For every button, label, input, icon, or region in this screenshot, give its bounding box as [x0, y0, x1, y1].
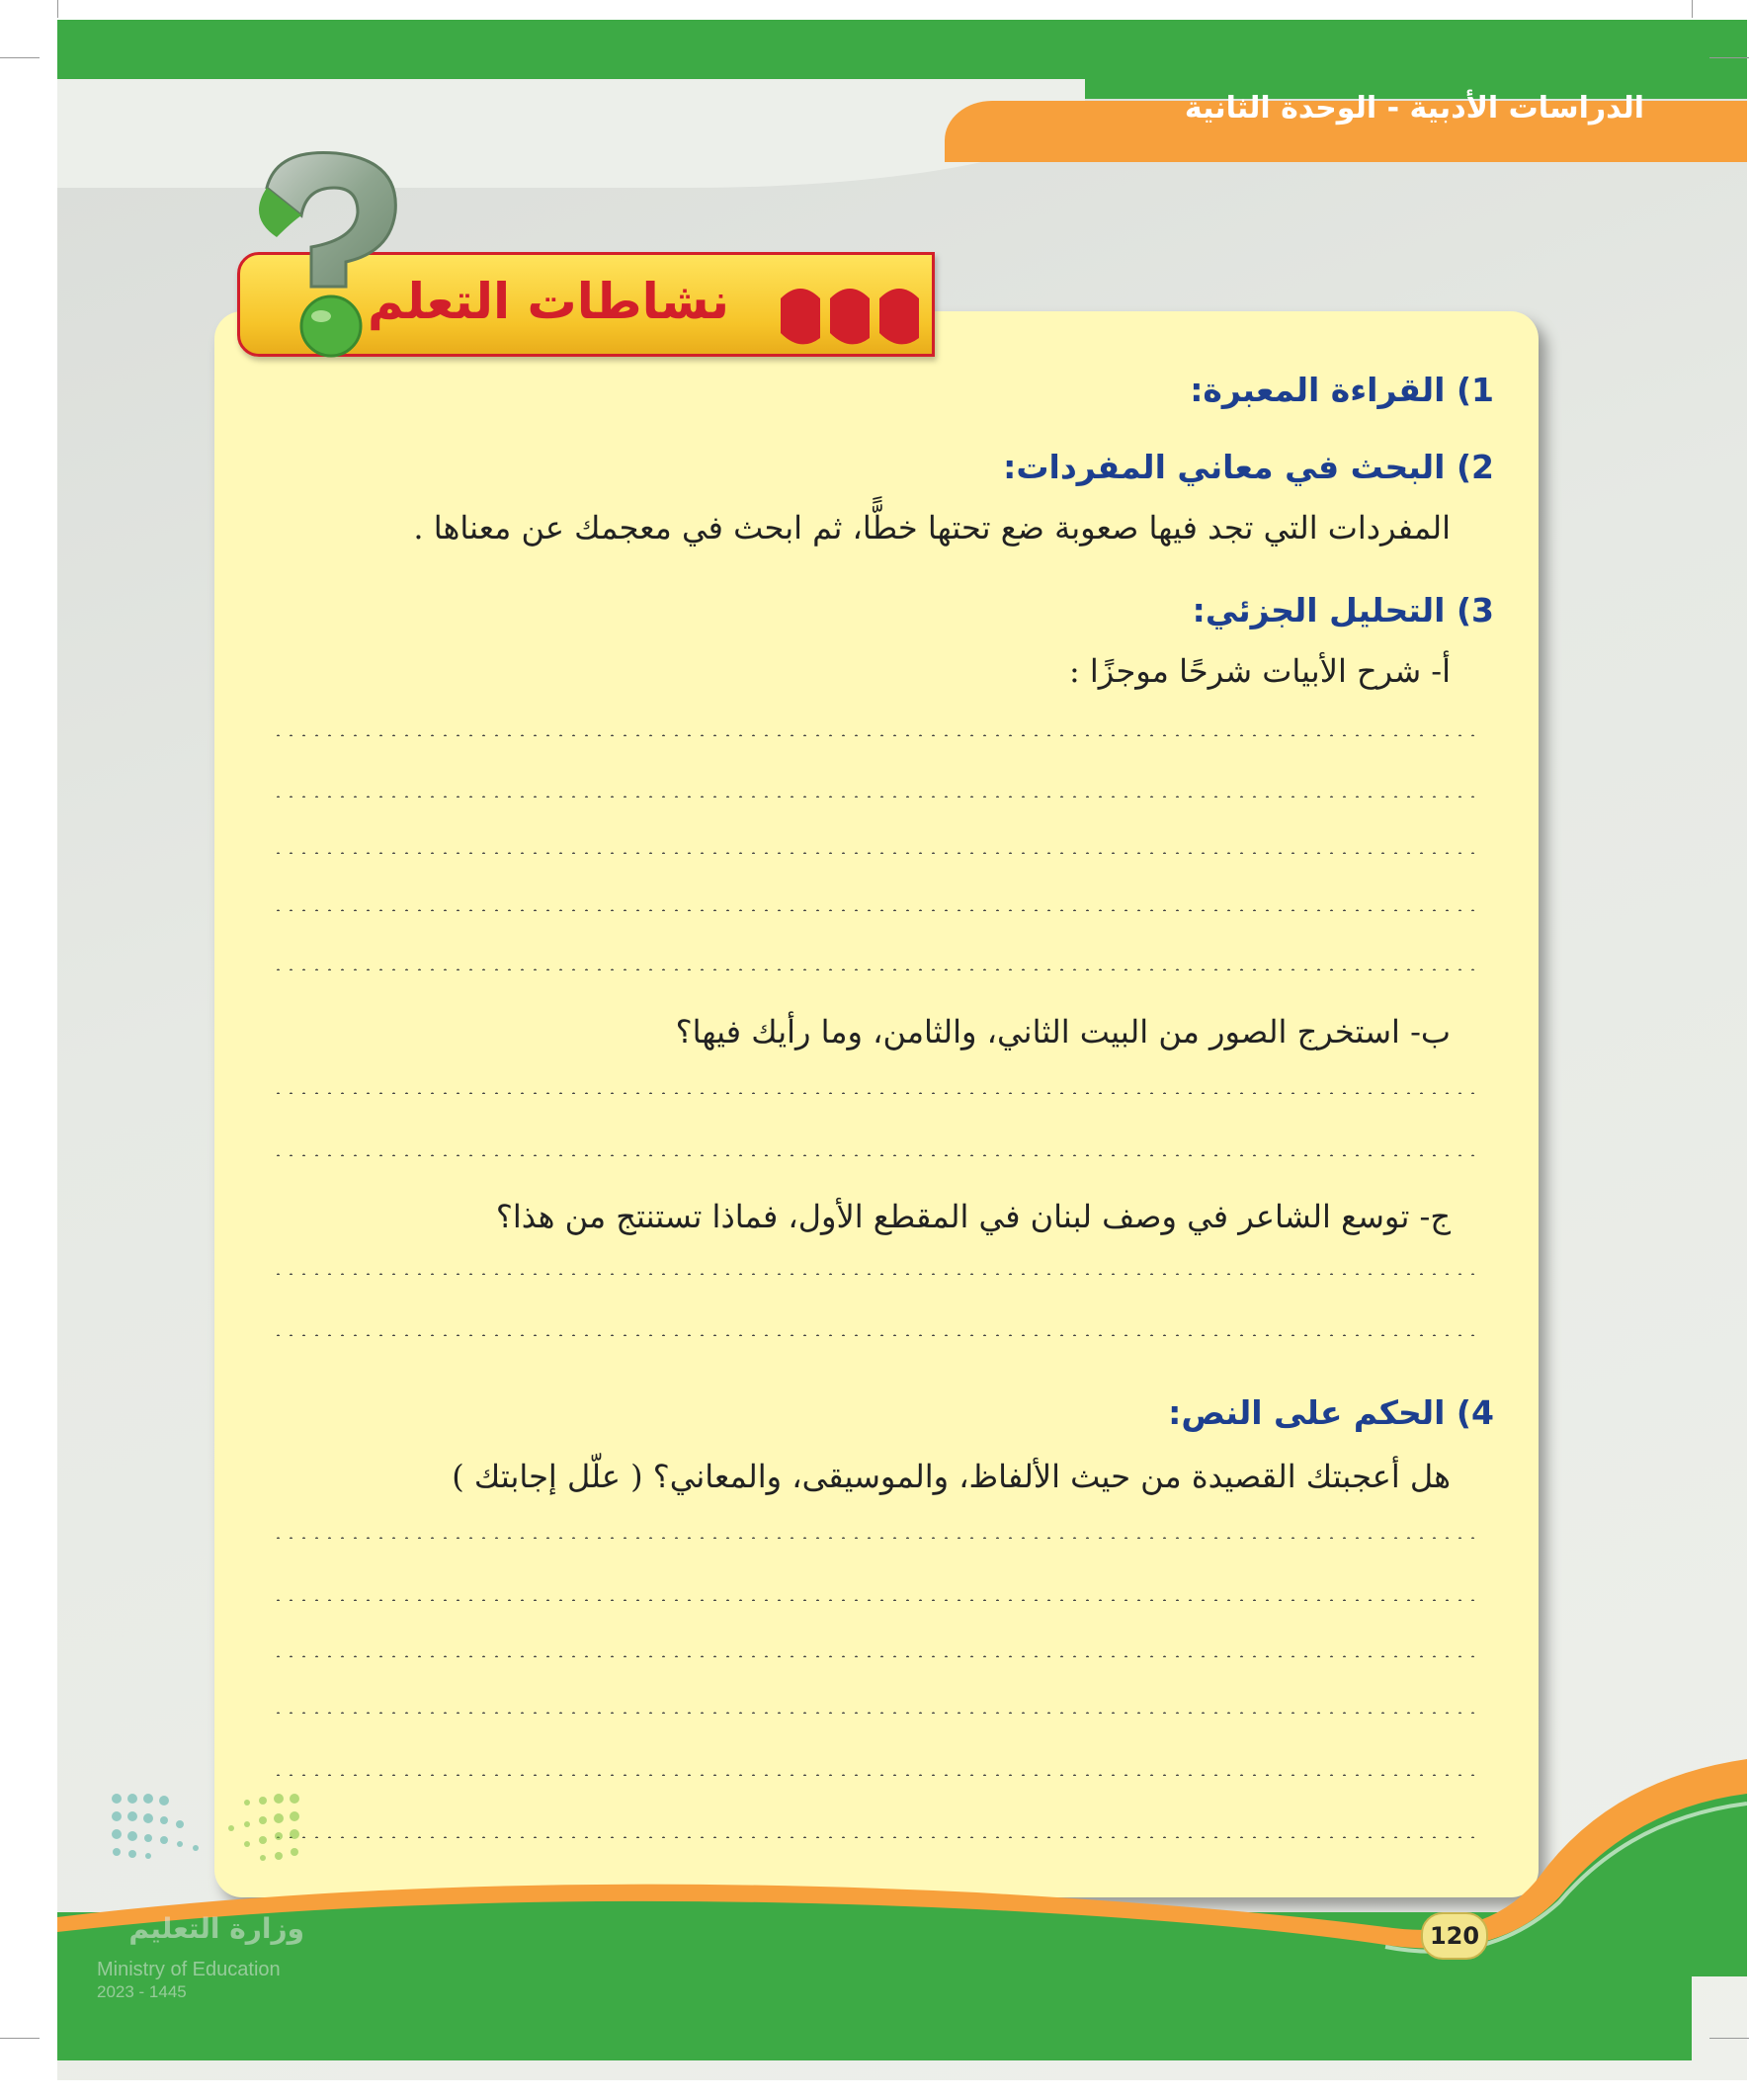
question-b: ب- استخرج الصور من البيت الثاني، والثامن، وما رأيك فيها؟	[675, 1013, 1451, 1050]
vocabulary-instruction: المفردات التي تجد فيها صعوبة ضع تحتها خطًّا، ثم ابحث في معجمك عن معناها .	[413, 509, 1451, 546]
ministry-name-en: Ministry of Education	[97, 1959, 281, 1980]
question-a: أ- شرح الأبيات شرحًا موجزًا :	[1068, 652, 1451, 690]
question-mark-icon	[237, 148, 435, 371]
page-number: 120	[1421, 1912, 1488, 1960]
crop-mark	[1709, 2038, 1749, 2039]
answer-line[interactable]	[272, 1712, 1482, 1714]
answer-line[interactable]	[272, 1655, 1482, 1657]
answer-line[interactable]	[272, 1154, 1482, 1156]
crop-mark	[0, 57, 40, 58]
answer-line[interactable]	[272, 734, 1482, 736]
crop-mark	[1709, 57, 1749, 58]
ministry-logo-icon	[97, 1779, 314, 1897]
heading-judgment: 4) الحكم على النص:	[1168, 1393, 1494, 1432]
banner-title: نشاطات التعلم	[367, 273, 730, 330]
header-title: الدراسات الأدبية - الوحدة الثانية	[1184, 91, 1644, 126]
answer-line[interactable]	[272, 909, 1482, 911]
answer-line[interactable]	[272, 1334, 1482, 1336]
answer-line[interactable]	[272, 1537, 1482, 1539]
answer-line[interactable]	[272, 1599, 1482, 1601]
crop-mark	[0, 2038, 40, 2039]
answer-line[interactable]	[272, 796, 1482, 798]
ministry-name-ar: وزارة التعليم	[128, 1912, 304, 1945]
heading-expressive-reading: 1) القراءة المعبرة:	[1190, 371, 1494, 409]
activities-card	[214, 311, 1539, 1897]
question-c: ج- توسع الشاعر في وصف لبنان في المقطع الأول، فماذا تستنتج من هذا؟	[495, 1198, 1451, 1235]
answer-line[interactable]	[272, 968, 1482, 970]
judgment-question: هل أعجبتك القصيدة من حيث الألفاظ، والموسيقى، والمعاني؟ ( علّل إجابتك )	[452, 1458, 1451, 1495]
heading-partial-analysis: 3) التحليل الجزئي:	[1192, 591, 1494, 630]
answer-line[interactable]	[272, 852, 1482, 854]
heading-vocabulary: 2) البحث في معاني المفردات:	[1003, 448, 1494, 486]
answer-line[interactable]	[272, 1273, 1482, 1275]
crop-mark	[57, 0, 58, 18]
top-curve	[57, 79, 1085, 188]
crop-mark	[1692, 0, 1693, 18]
ministry-year: 2023 - 1445	[97, 1982, 187, 2001]
answer-line[interactable]	[272, 1092, 1482, 1094]
